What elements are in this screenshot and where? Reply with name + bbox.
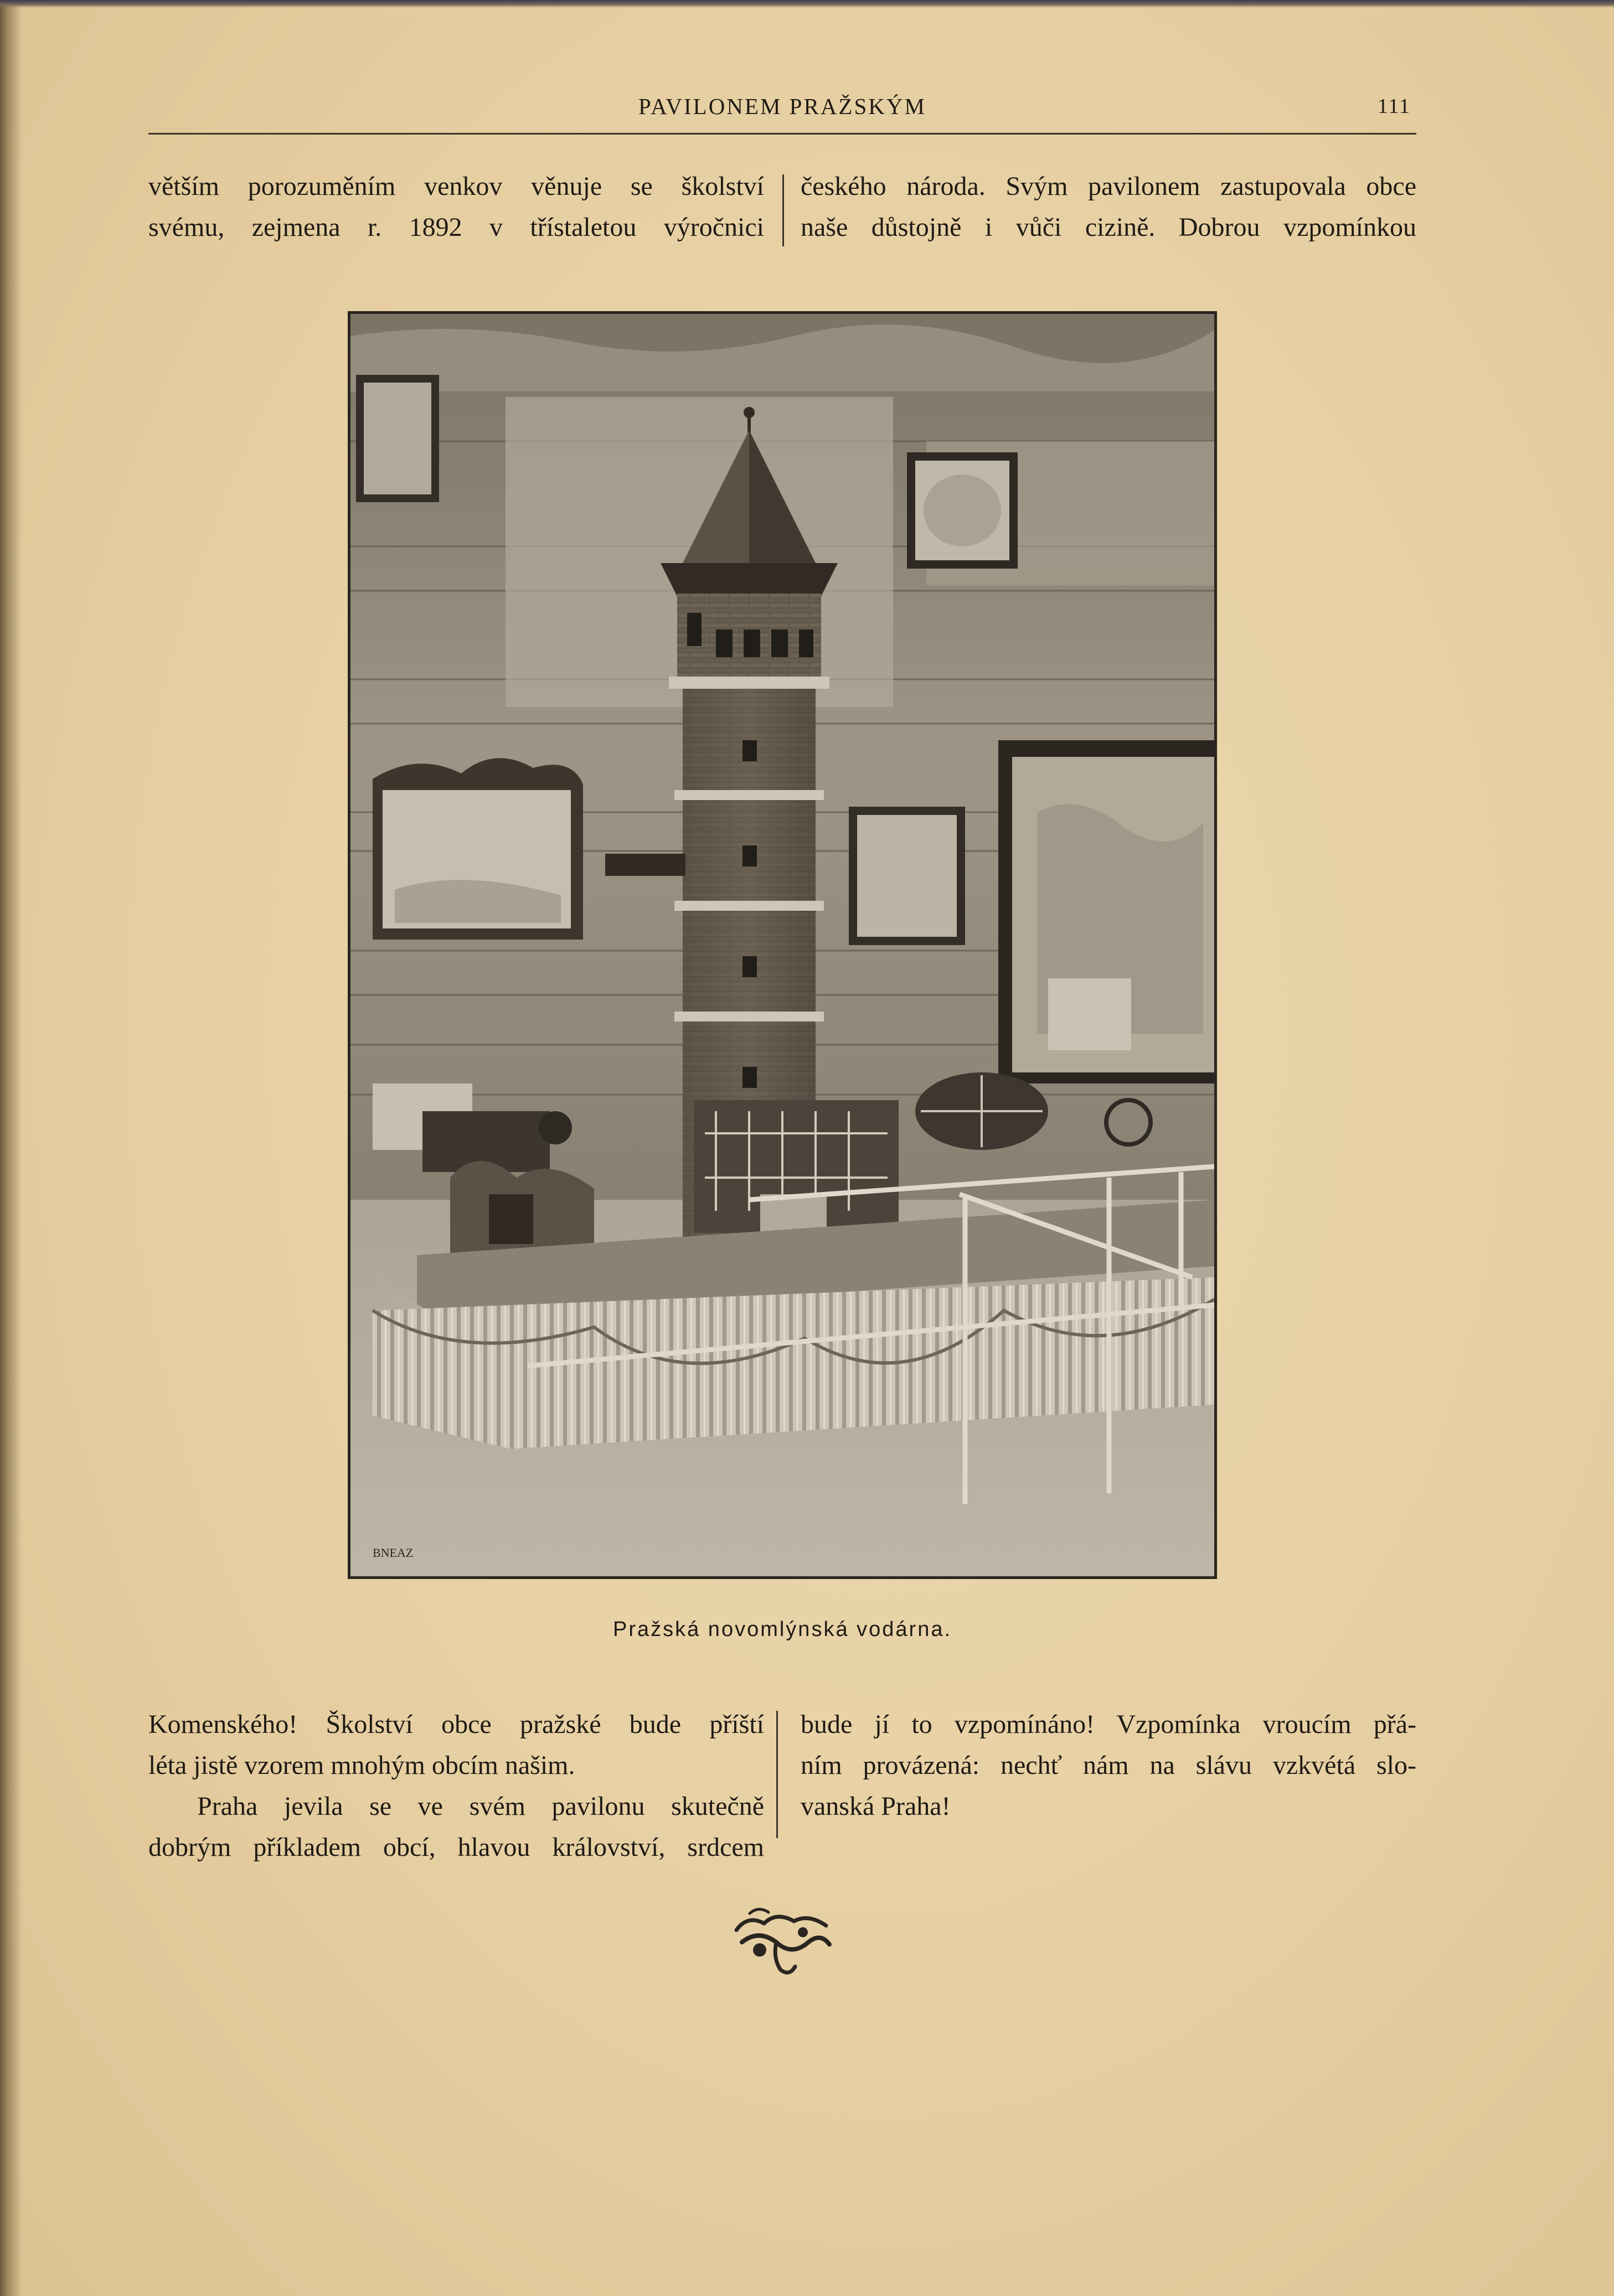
page-number: 111: [1377, 95, 1411, 118]
text-line: Komenského! Školství obce pražské bude příští: [148, 1710, 764, 1739]
decorative-ornament-icon: [725, 1903, 836, 1981]
svg-text:BNEAZ: BNEAZ: [373, 1546, 414, 1560]
text-line: svému, zejmena r. 1892 v třístaletou výročnici: [148, 213, 764, 242]
column-divider: [776, 1711, 778, 1838]
text-line: vanská Praha!: [801, 1792, 951, 1821]
text-line: dobrým příkladem obcí, hlavou království, srdcem: [148, 1833, 764, 1862]
page-top-edge: [0, 0, 1614, 8]
photograph-water-tower-exhibit: [348, 311, 1217, 1579]
text-line: českého národa. Svým pavilonem zastupovala obce: [801, 172, 1416, 201]
text-line: léta jistě vzorem mnohým obcím našim.: [148, 1751, 575, 1780]
bottom-left-column: [148, 1704, 764, 1868]
figure-caption: Pražská novomlýnská vodárna.: [612, 1618, 952, 1641]
running-title: PAVILONEM PRAŽSKÝM: [638, 94, 926, 119]
running-header: [148, 89, 1416, 135]
column-divider: [782, 174, 784, 246]
bottom-right-column: [801, 1704, 1416, 1827]
text-line: naše důstojně i vůči cizině. Dobrou vzpomínkou: [801, 213, 1416, 242]
top-left-column: [148, 166, 764, 248]
text-line: ním provázená: nechť nám na slávu vzkvétá slo-: [801, 1751, 1416, 1780]
top-right-column: [801, 166, 1416, 248]
text-line: Praha jevila se ve svém pavilonu skutečně: [197, 1792, 764, 1821]
text-line: větším porozuměním venkov věnuje se školství: [148, 172, 764, 201]
text-line: bude jí to vzpomínáno! Vzpomínka vroucím přá-: [801, 1710, 1416, 1739]
spine-shadow: [0, 0, 22, 2296]
